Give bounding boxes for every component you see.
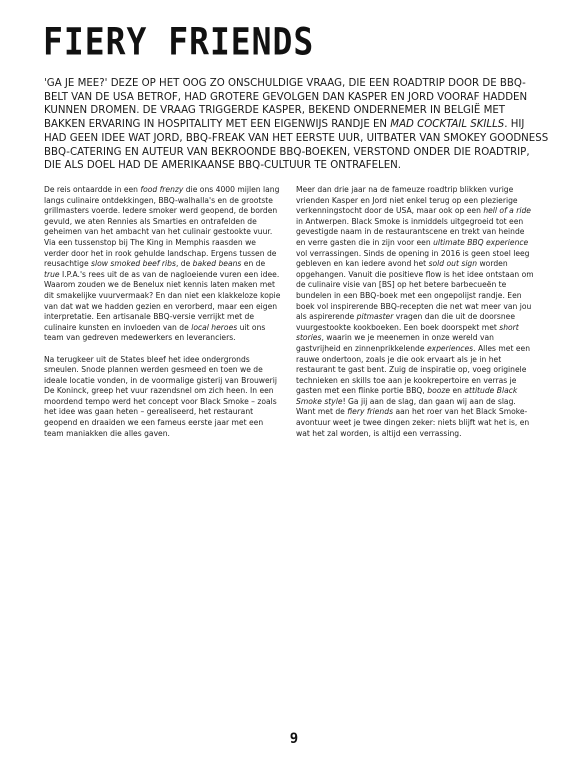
- text-run: I.P.A.'s rees uit de as van de nagloeiende vuren een idee. Waarom zouden we de Benelux niet kennis laten maken met dit smakelijke vuurvermaak? En dan niet een klakkeloze kopie van dat wat we hadden gezien en verorberd, maar een eigen interpretatie. Een artisanale BBQ-versie verrijkt met de culinaire kunsten en invloeden van de: [44, 269, 281, 332]
- intro-paragraph: [44, 77, 549, 173]
- emphasis-text: sold out sign: [428, 259, 478, 269]
- text-run: . HIJ HAD GEEN IDEE WAT JORD, BBQ-FREAK VAN HET EERSTE UUR, UITBATER VAN SMOKEY GOODNESS BBQ-CATERING EN AUTEUR VAN BEKROONDE BBQ-BOEKEN, VERSTOND ONDER DIE ROADTRIP, DIE ALS DOEL HAD DE AMERIKAANSE BBQ-CULTUUR TE ONTRAFELEN.: [44, 119, 549, 172]
- emphasis-text: experiences: [426, 343, 474, 353]
- text-run: , waarin we je meenemen in onze wereld van gastvrijheid en zinnenprikkelende: [296, 333, 494, 353]
- text-run: aan het roer van het Black Smoke-avontuur weet je twee dingen zeker: niets blijft wat het is, en wat het zal worden, is altijd een verrassing.: [296, 407, 530, 438]
- text-run: , de: [175, 259, 193, 269]
- text-run: uit ons team van gedreven medewerkers en leveranciers.: [44, 322, 266, 343]
- text-run: worden opgehangen. Vanuit die positieve flow is het idee ontstaan om de culinaire visie van [BS] op het betere barbecueën te bundelen in een BBQ-boek met een ongepolijst randje. Een boek vol inspirerende BBQ-recepten die net wat meer van jou als aspirerende: [296, 259, 534, 322]
- text-run: De reis ontaardde in een: [44, 185, 141, 194]
- body-paragraph: [44, 185, 282, 344]
- text-run: vol verrassingen. Sinds de opening in 2016 is geen stoel leeg gebleven en kan iedere avond het: [296, 248, 530, 269]
- text-run: en: [450, 386, 465, 396]
- emphasis-text: fiery friends: [347, 407, 394, 417]
- text-run: ! Ga jij aan de slag, dan gaan wij aan de slag. Want met de: [296, 396, 516, 417]
- emphasis-text: pitmaster: [356, 312, 394, 322]
- emphasis-text: local heroes: [191, 322, 238, 332]
- text-run: . Alles met een rauwe ondertoon, zoals je die ook ervaart als je in het restaurant te gast bent. Zuig de inspiratie op, voeg originele technieken en skills toe aan je kookrepertoire en verras je gasten met een flinke portie BBQ,: [296, 343, 531, 396]
- emphasis-text: true: [44, 269, 60, 279]
- left-column: [44, 185, 282, 450]
- text-run: 'GA JE MEE?' DEZE OP HET OOG ZO ONSCHULDIGE VRAAG, DIE EEN ROADTRIP DOOR DE BBQ-BELT VAN DE USA BETROF, HAD GROTERE GEVOLGEN DAN KASPER EN JORD VOORAF HADDEN KUNNEN DROMEN. DE VRAAG TRIGGERDE KASPER, BEKEND ONDERNEMER IN BELGIË MET BAKKEN ERVARING IN HOSPITALITY MET EEN EIGENWIJS RANDJE EN: [44, 78, 528, 131]
- emphasis-text: MAD COCKTAIL SKILLS: [390, 119, 505, 131]
- page-number: 9: [289, 731, 299, 747]
- emphasis-text: ultimate BBQ experience: [433, 237, 529, 247]
- emphasis-text: booze: [427, 386, 451, 396]
- emphasis-text: attitude Black Smoke style: [296, 386, 518, 406]
- emphasis-text: slow smoked beef ribs: [91, 259, 176, 269]
- page-title: FIERY FRIENDS: [43, 19, 315, 64]
- text-run: Meer dan drie jaar na de fameuze roadtrip blikken vurige vrienden Kasper en Jord niet enkel terug op een plezierige verkenningstocht door de USA, maar ook op een: [296, 185, 518, 216]
- body-paragraph: [44, 355, 282, 440]
- emphasis-text: hell of a ride: [483, 206, 531, 216]
- emphasis-text: food frenzy: [140, 185, 184, 194]
- emphasis-text: baked beans: [192, 259, 242, 269]
- body-paragraph: [296, 185, 534, 439]
- right-column: [296, 185, 534, 450]
- text-run: die ons 4000 mijlen lang langs culinaire ontdekkingen, BBQ-walhalla's en de grootste grillmasters voerde. Iedere smoker werd geopend, de borden gevuld, we aten Rennies als Smarties en ontrafelden de geheimen van het ambacht van het culinair gestookte vuur. Via een tussenstop bij The King in Memphis raasden we verder door het in rook gehulde landschap. Ergens tussen de reusachtige: [44, 185, 280, 269]
- text-run: Na terugkeer uit de States bleef het idee ondergronds smeulen. Snode plannen werden gesmeed en toen we de ideale locatie vonden, in de voormalige gisterij van Brouwerij De Koninck, greep het vuur razendsnel om zich heen. In een moordend tempo werd het concept voor Black Smoke – zoals het idee was gaan heten – gerealiseerd, het restaurant geopend en draaiden we een fameus eerste jaar met een team maniakken die alles gaven.: [44, 354, 277, 438]
- text-run: en de: [241, 259, 266, 269]
- emphasis-text: short stories: [296, 322, 519, 343]
- text-run: in Antwerpen. Black Smoke is inmiddels uitgegroeid tot een gevestigde naam in de restaurantscene en trekt van heinde en verre gasten die in zijn voor een: [296, 216, 525, 247]
- text-run: vragen dan die uit de doorsnee vuurgestookte kookboeken. Een boek doorspekt met: [296, 312, 516, 332]
